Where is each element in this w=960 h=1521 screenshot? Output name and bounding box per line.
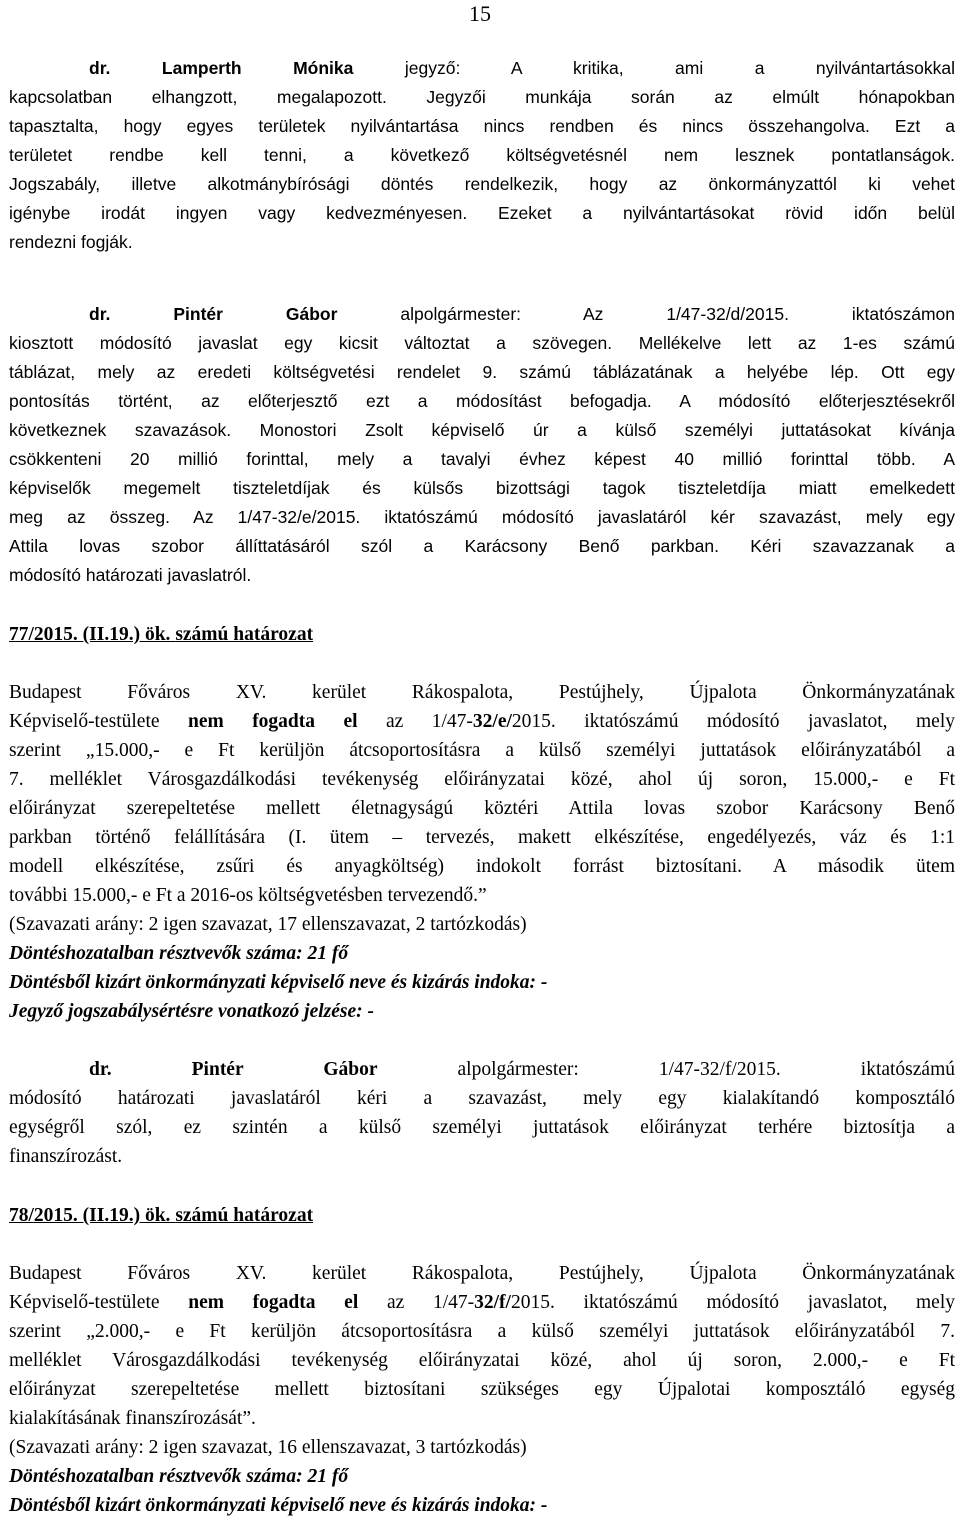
resolution-78-body xyxy=(9,1259,955,1520)
text-line: szerint „15.000,- e Ft kerüljön átcsoportosításra a külső személyi juttatások előirányzatából a xyxy=(9,740,955,761)
speaker-title: dr. xyxy=(89,1059,112,1080)
speaker-name: Pintér Gábor xyxy=(191,1059,378,1080)
excluded-member: Döntésből kizárt önkormányzati képviselő neve és kizárás indoka: - xyxy=(9,1495,548,1516)
text-line: dr. Lamperth Mónika jegyző: A kritika, ami a nyilvántartásokkal xyxy=(89,58,955,78)
notary-note: Jegyző jogszabálysértésre vonatkozó jelzése: - xyxy=(9,1001,375,1022)
text-line: módosító határozati javaslatról. xyxy=(9,565,252,585)
text-line: pontosítás történt, az előterjesztő ezt a módosítást befogadja. A módosító előterjesztésekről xyxy=(9,391,955,411)
vote-ratio: (Szavazati arány: 2 igen szavazat, 16 ellenszavazat, 3 tartózkodás) xyxy=(9,1437,527,1458)
text-line: előirányzat szerepeltetése mellett biztosítani szükséges egy Újpalotai komposztáló egység xyxy=(9,1379,955,1400)
text-line: módosító határozati javaslatáról kéri a szavazást, mely egy kialakítandó komposztáló xyxy=(9,1088,955,1109)
resolution-number: 77/2015. (II.19.) ök. xyxy=(9,624,171,645)
resolution-number: 78/2015. (II.19.) ök. xyxy=(9,1205,171,1226)
text-line: kiosztott módosító javaslat egy kicsit változtat a szövegen. Mellékelve lett az 1-es számú xyxy=(9,333,955,353)
text-line: szerint „2.000,- e Ft kerüljön átcsoportosításra a külső személyi juttatások előirányzatából 7. xyxy=(9,1321,955,1342)
text-line: tapasztalta, hogy egyes területek nyilvántartása nincs rendben és nincs összehangolva. Ezt a xyxy=(9,116,955,136)
text-line: kapcsolatban elhangzott, megalapozott. Jegyzői munkája során az elmúlt hónapokban xyxy=(9,87,955,107)
resolution-label: számú határozat xyxy=(175,624,314,645)
text-line: finanszírozást. xyxy=(9,1146,123,1167)
pinter-statement-2 xyxy=(9,1055,955,1171)
vote-ratio: (Szavazati arány: 2 igen szavazat, 17 ellenszavazat, 2 tartózkodás) xyxy=(9,914,527,935)
text-line: területet rendbe kell tenni, a következő költségvetésnél nem lesznek pontatlanságok. xyxy=(9,145,955,165)
text-line: csökkenteni 20 millió forinttal, mely a tavalyi évhez képest 40 millió forinttal több. A xyxy=(9,449,955,469)
text-line: Képviselő-testülete nem fogadta el az 1/47-32/f/2015. iktatószámú módosító javaslatot, mely xyxy=(9,1292,955,1313)
text-line: egységről szól, ez szintén a külső személyi juttatások előirányzat terhére biztosítja a xyxy=(9,1117,955,1138)
speaker-title: dr. xyxy=(89,304,111,324)
speaker-title: dr. xyxy=(89,58,111,78)
text-line: Budapest Főváros XV. kerület Rákospalota, Pestújhely, Újpalota Önkormányzatának xyxy=(9,1263,955,1284)
text-line: Attila lovas szobor állíttatásáról szól a Karácsony Benő parkban. Kéri szavazzanak a xyxy=(9,536,955,556)
lamperth-statement xyxy=(9,54,955,257)
text-line: rendezni fogják. xyxy=(9,232,133,252)
page-number: 15 xyxy=(469,1,491,26)
resolution-78-heading xyxy=(9,1201,955,1230)
excluded-member: Döntésből kizárt önkormányzati képviselő neve és kizárás indoka: - xyxy=(9,972,548,993)
text-line: táblázat, mely az eredeti költségvetési rendelet 9. számú táblázatának a helyébe lép. Ott egy xyxy=(9,362,955,382)
resolution-77-heading xyxy=(9,620,955,649)
decision-outcome: nem fogadta el xyxy=(188,1292,359,1313)
text-line: további 15.000,- e Ft a 2016-os költségvetésben tervezendő.” xyxy=(9,885,487,906)
text-line: kialakításának finanszírozását”. xyxy=(9,1408,256,1429)
text-line: igénybe irodát ingyen vagy kedvezményesen. Ezeket a nyilvántartásokat rövid időn belül xyxy=(9,203,955,223)
text-line: dr. Pintér Gábor alpolgármester: 1/47-32/f/2015. iktatószámú xyxy=(89,1059,955,1080)
pinter-statement-1 xyxy=(9,300,955,590)
speaker-name: Lamperth Mónika xyxy=(161,58,354,78)
text-line: Budapest Főváros XV. kerület Rákospalota, Pestújhely, Újpalota Önkormányzatának xyxy=(9,682,955,703)
decision-outcome: nem fogadta el xyxy=(188,711,358,732)
text-line: következnek szavazások. Monostori Zsolt képviselő úr a külső személyi juttatásokat kívánja xyxy=(9,420,955,440)
text-line: meg az összeg. Az 1/47-32/e/2015. iktatószámú módosító javaslatáról kér szavazást, mely egy xyxy=(9,507,955,527)
text-line: 7. melléklet Városgazdálkodási tevékenység előirányzatai közé, ahol új soron, 15.000,- e Ft xyxy=(9,769,955,790)
resolution-label: számú határozat xyxy=(175,1205,314,1226)
participants-count: Döntéshozatalban résztvevők száma: 21 fő xyxy=(9,943,349,964)
text-line: előirányzat szerepeltetése mellett életnagyságú köztéri Attila lovas szobor Karácsony Benő xyxy=(9,798,955,819)
participants-count: Döntéshozatalban résztvevők száma: 21 fő xyxy=(9,1466,349,1487)
resolution-77-body xyxy=(9,678,955,1026)
text-line: parkban történő felállítására (I. ütem – tervezés, makett elkészítése, engedélyezés, váz és 1:1 xyxy=(9,827,955,848)
text-line: dr. Pintér Gábor alpolgármester: Az 1/47-32/d/2015. iktatószámon xyxy=(89,304,955,324)
text-line: Képviselő-testülete nem fogadta el az 1/47-32/e/2015. iktatószámú módosító javaslatot, mely xyxy=(9,711,955,732)
text-line: Jogszabály, illetve alkotmánybírósági döntés rendelkezik, hogy az önkormányzattól ki vehet xyxy=(9,174,955,194)
text-line: képviselők megemelt tiszteletdíjak és külsős bizottsági tagok tiszteletdíja miatt emelkedett xyxy=(9,478,955,498)
text-line: melléklet Városgazdálkodási tevékenység előirányzatai közé, ahol új soron, 2.000,- e Ft xyxy=(9,1350,955,1371)
text-line: modell elkészítése, zsűri és anyagköltség) indokolt forrást biztosítani. A második ütem xyxy=(9,856,955,877)
speaker-name: Pintér Gábor xyxy=(173,304,338,324)
